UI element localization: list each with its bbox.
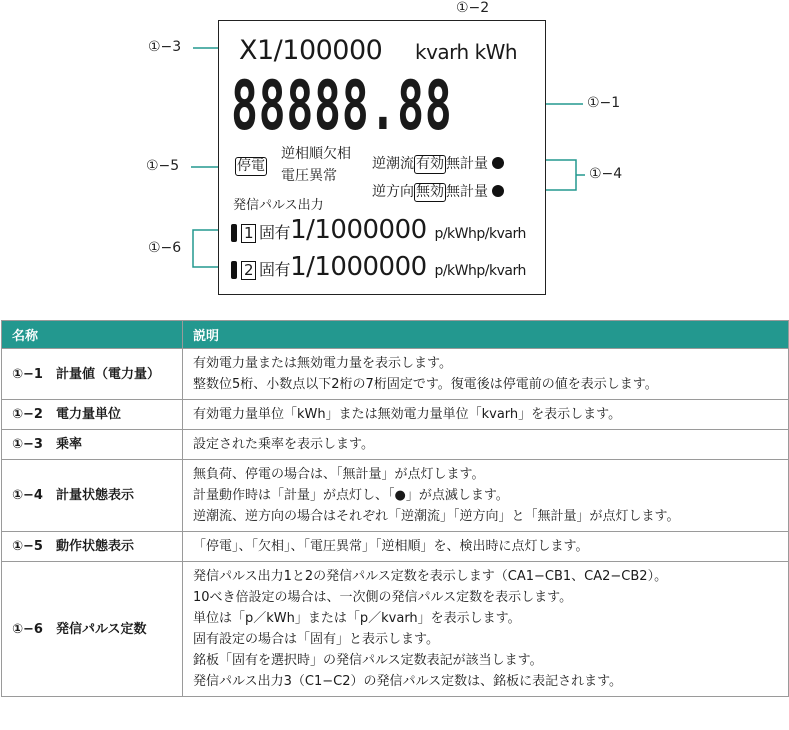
missing-phase-indicator: 欠相 <box>323 146 351 162</box>
reverse-flow-indicator: 逆潮流 <box>372 156 414 172</box>
pulse-output-label: 発信パルス出力 <box>233 198 324 213</box>
table-row <box>2 460 789 532</box>
pulse2-row <box>241 254 526 280</box>
callout-1-3: ①−3 <box>148 39 182 55</box>
description-line: 整数位5桁、小数点以下2桁の7桁固定です。復電後は停電前の値を表示します。 <box>193 377 658 392</box>
lcd-diagram <box>0 0 789 300</box>
callout-1-5: ①−5 <box>146 158 180 174</box>
reverse-direction-indicator: 逆方向 <box>372 184 414 200</box>
pulse1-unit: p/kWhp/kvarh <box>434 226 526 242</box>
pulse2-value: 1/1000000 <box>290 252 427 282</box>
row-description <box>183 562 789 697</box>
description-line: 有効電力量または無効電力量を表示します。 <box>193 356 452 371</box>
no-metering-indicator-1: 無計量 <box>446 156 488 172</box>
pulse2-bar-icon <box>231 261 237 279</box>
description-line: 計量動作時は「計量」が点灯し、「●」が点滅します。 <box>193 488 509 503</box>
table-row <box>2 349 789 400</box>
unit-display: kvarh kWh <box>415 40 518 64</box>
description-line: 無負荷、停電の場合は、「無計量」が点灯します。 <box>193 467 485 482</box>
multiplier-display: X1/100000 <box>239 35 383 66</box>
description-line: 単位は「p／kWh」または「p／kvarh」を表示します。 <box>193 611 521 626</box>
metering-dot-icon <box>492 185 504 197</box>
table-row <box>2 562 789 697</box>
active-indicator: 有効 <box>416 156 444 172</box>
description-line: 逆潮流、逆方向の場合はそれぞれ「逆潮流」「逆方向」と「無計量」が点灯します。 <box>193 509 680 524</box>
table-row <box>2 532 789 562</box>
no-metering-indicator-2: 無計量 <box>446 184 488 200</box>
callout-1-1: ①−1 <box>587 95 621 111</box>
row-name: ①−2 電力量単位 <box>2 400 183 430</box>
header-name: 名称 <box>2 321 183 349</box>
row-name: ①−1 計量値（電力量） <box>2 349 183 400</box>
power-outage-indicator: 停電 <box>237 158 265 174</box>
row-description <box>183 460 789 532</box>
row-name: ①−6 発信パルス定数 <box>2 562 183 697</box>
row-description <box>183 532 789 562</box>
pulse1-fixed: 固有 <box>259 223 291 242</box>
description-line: 銘板「固有を選択時」の発信パルス定数表記が該当します。 <box>193 653 543 668</box>
row-description <box>183 430 789 460</box>
description-line: 10べき倍設定の場合は、一次側の発信パルス定数を表示します。 <box>193 590 573 605</box>
row-name: ①−3 乗率 <box>2 430 183 460</box>
pulse1-bar-icon <box>231 224 237 242</box>
row-description <box>183 349 789 400</box>
callout-1-6: ①−6 <box>148 240 182 256</box>
pulse1-number: 1 <box>241 224 256 243</box>
lcd-panel <box>218 20 546 295</box>
metering-dot-icon <box>492 157 504 169</box>
table-header-row <box>2 321 789 349</box>
row-name: ①−5 動作状態表示 <box>2 532 183 562</box>
description-table <box>1 320 789 697</box>
reactive-indicator: 無効 <box>416 184 444 200</box>
description-line: 「停電」、「欠相」、「電圧異常」「逆相順」を、検出時に点灯します。 <box>193 539 589 554</box>
reading-display: 88888.88 <box>231 67 453 146</box>
description-line: 有効電力量単位「kWh」または無効電力量単位「kvarh」を表示します。 <box>193 407 622 422</box>
header-description: 説明 <box>183 321 789 349</box>
callout-1-2: ①−2 <box>456 0 490 16</box>
pulse2-unit: p/kWhp/kvarh <box>434 263 526 279</box>
table-row <box>2 400 789 430</box>
description-line: 発信パルス出力1と2の発信パルス定数を表示します（CA1−CB1、CA2−CB2）。 <box>193 569 668 584</box>
description-line: 発信パルス出力3（C1−C2）の発信パルス定数は、銘板に表記されます。 <box>193 674 623 689</box>
table-row <box>2 430 789 460</box>
row-name: ①−4 計量状態表示 <box>2 460 183 532</box>
pulse1-value: 1/1000000 <box>290 215 427 245</box>
pulse2-number: 2 <box>241 261 256 280</box>
reverse-phase-indicator: 逆相順 <box>281 146 323 162</box>
pulse1-row <box>241 217 526 243</box>
row-description <box>183 400 789 430</box>
callout-1-4: ①−4 <box>589 166 623 182</box>
pulse2-fixed: 固有 <box>259 260 291 279</box>
description-line: 固有設定の場合は「固有」と表示します。 <box>193 632 439 647</box>
description-line: 設定された乗率を表示します。 <box>193 437 374 452</box>
voltage-abnormal-indicator: 電圧異常 <box>281 168 337 184</box>
